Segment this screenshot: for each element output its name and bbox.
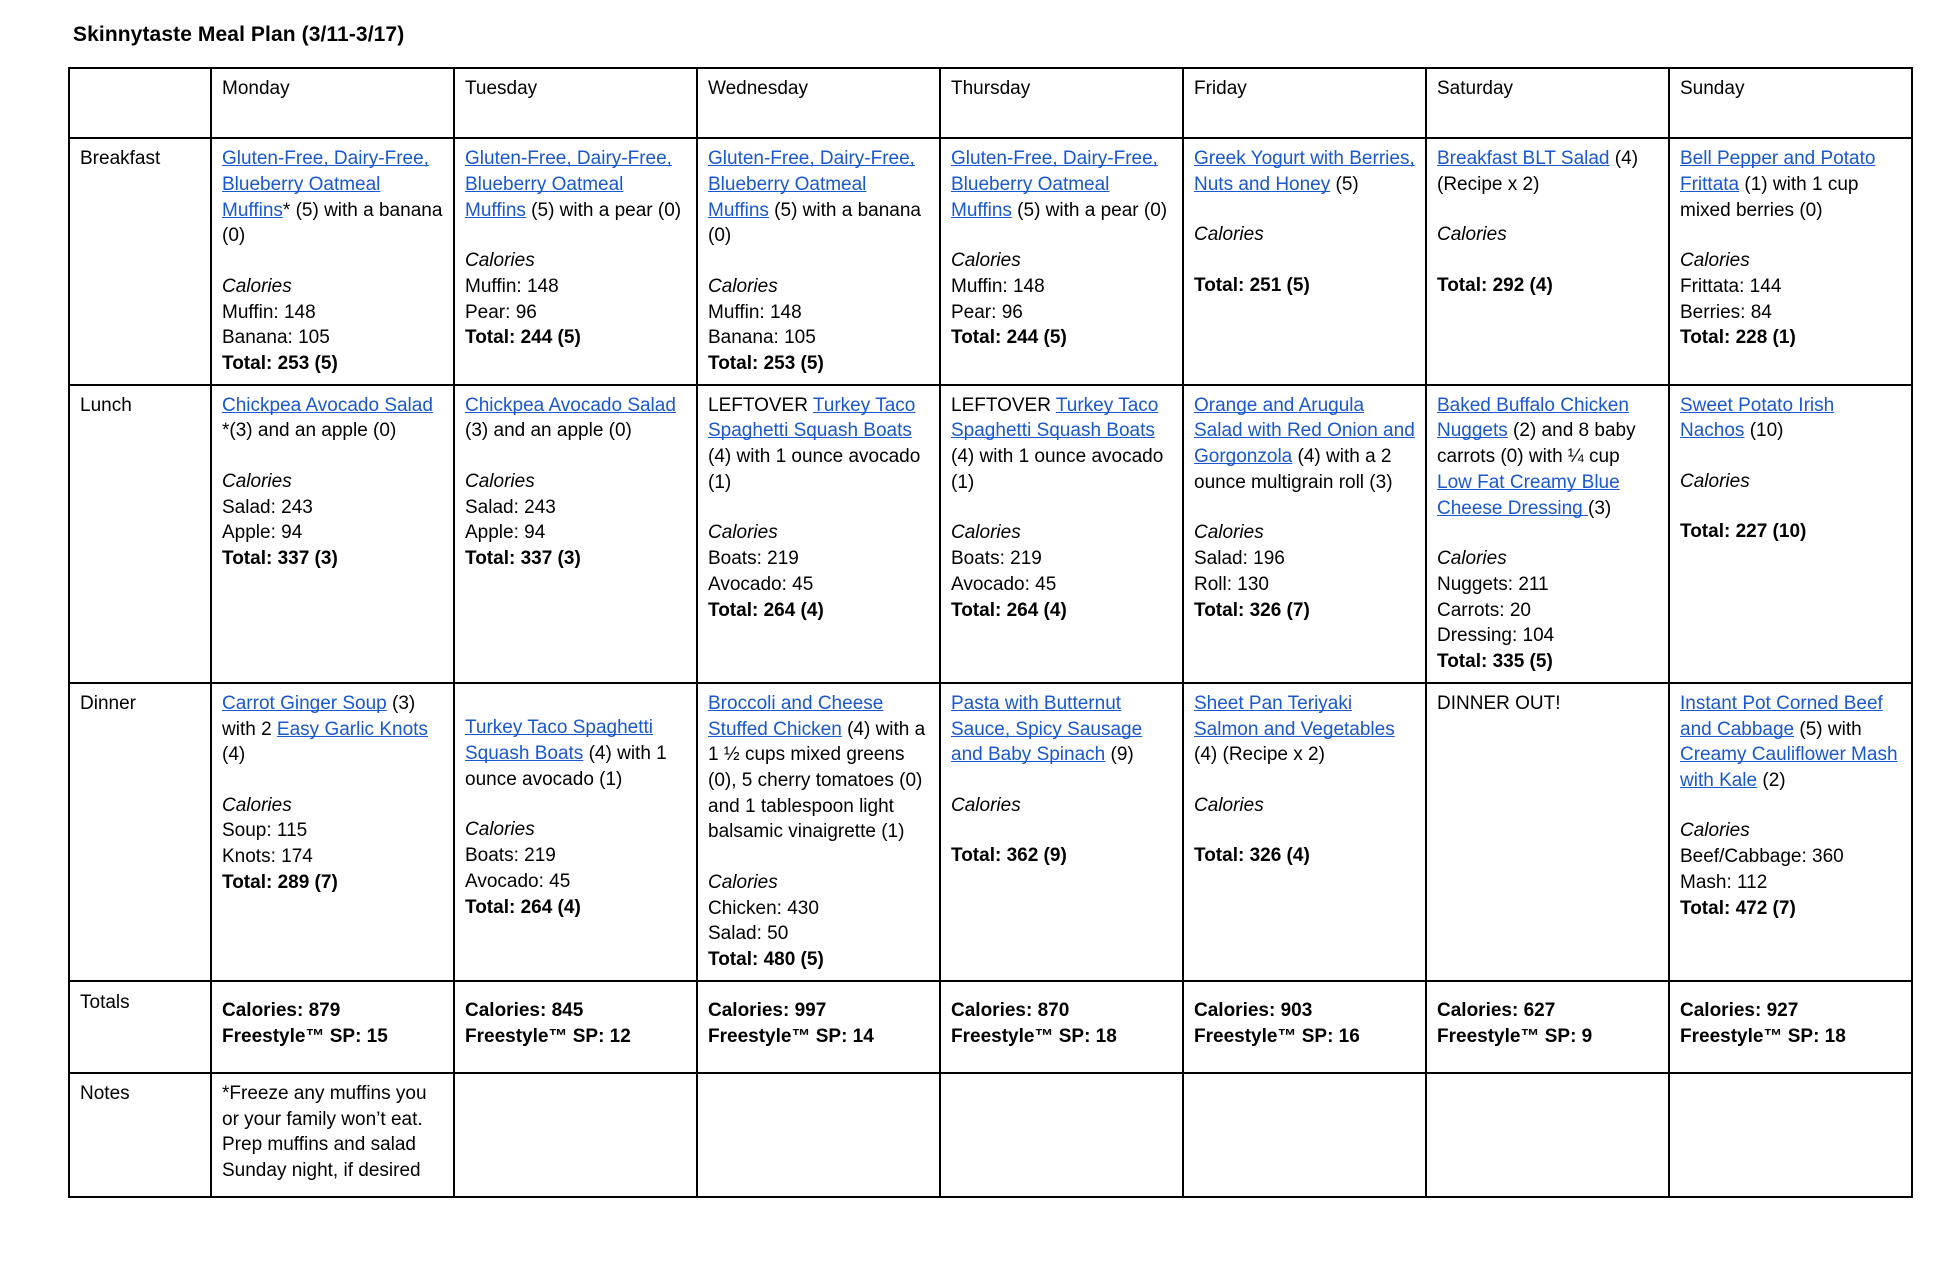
- cell-breakfast-saturday: [1426, 138, 1669, 385]
- meal-detail: (5) with a pear (0): [525, 199, 682, 221]
- cell-breakfast-tuesday: [454, 138, 697, 385]
- column-header-tuesday: Tuesday: [454, 68, 697, 138]
- calorie-total: Total: 228 (1): [1680, 327, 1796, 349]
- calorie-line: Muffin: 148: [465, 275, 559, 297]
- calorie-line: Salad: 243: [222, 496, 313, 518]
- column-header-saturday: Saturday: [1426, 68, 1669, 138]
- recipe-link[interactable]: Baked Buffalo Chicken Nuggets: [1437, 394, 1629, 442]
- meal-detail: (4) with a 2 ounce multigrain roll (3): [1194, 446, 1393, 493]
- page-title: Skinnytaste Meal Plan (3/11-3/17): [73, 23, 405, 46]
- totals-calories: Calories: 927: [1680, 999, 1799, 1021]
- recipe-link[interactable]: Sweet Potato Irish Nachos: [1680, 394, 1835, 442]
- spacer: [1680, 495, 1902, 520]
- spacer: [465, 691, 687, 716]
- calories-heading: Calories: [1680, 820, 1750, 842]
- meal-entry: [708, 146, 930, 377]
- meal-entry: [1194, 691, 1416, 869]
- meal-entry: [465, 691, 687, 921]
- cell-totals-wednesday: [697, 981, 940, 1073]
- recipe-link[interactable]: Sheet Pan Teriyaki Salmon and Vegetables: [1194, 692, 1395, 740]
- recipe-link[interactable]: Pasta with Butternut Sauce, Spicy Sausage and Baby Spinach: [951, 692, 1143, 766]
- calories-heading: Calories: [951, 794, 1021, 816]
- cell-lunch-sunday: [1669, 385, 1912, 683]
- meal-detail: (5) with a pear (0): [1011, 199, 1168, 221]
- cell-totals-friday: [1183, 981, 1426, 1073]
- calorie-line: Apple: 94: [222, 522, 303, 544]
- row-label-breakfast: Breakfast: [69, 138, 211, 385]
- cell-lunch-thursday: [940, 385, 1183, 683]
- meal-entry: [708, 393, 930, 624]
- calorie-line: Banana: 105: [222, 327, 330, 349]
- calories-heading: Calories: [1437, 224, 1507, 246]
- calories-heading: Calories: [1437, 548, 1507, 570]
- calories-heading: Calories: [1194, 794, 1264, 816]
- table-row-lunch: [69, 385, 1912, 683]
- calorie-line: Salad: 196: [1194, 548, 1285, 570]
- meal-detail: (4) with a 1 ½ cups mixed greens (0), 5 cherry tomatoes (0) and 1 tablespoon light balsamic vinaigrette (1): [708, 718, 926, 843]
- leftover-prefix: LEFTOVER: [708, 394, 813, 416]
- calories-heading: Calories: [1194, 224, 1264, 246]
- calorie-total: Total: 289 (7): [222, 871, 338, 893]
- meal-entry: [708, 691, 930, 973]
- recipe-link[interactable]: Broccoli and Cheese Stuffed Chicken: [708, 692, 884, 740]
- recipe-link[interactable]: Turkey Taco Spaghetti Squash Boats: [951, 394, 1159, 442]
- calorie-total: Total: 253 (5): [222, 353, 338, 375]
- recipe-link[interactable]: Instant Pot Corned Beef and Cabbage: [1680, 692, 1883, 740]
- meal-detail: (3) with 2: [222, 692, 416, 740]
- row-label-lunch: Lunch: [69, 385, 211, 683]
- column-header-monday: Monday: [211, 68, 454, 138]
- totals-calories: Calories: 870: [951, 999, 1070, 1021]
- table-row-dinner: [69, 683, 1912, 981]
- calorie-line: Knots: 174: [222, 846, 313, 868]
- spacer: [1437, 248, 1659, 273]
- calorie-line: Salad: 243: [465, 496, 556, 518]
- meal-entry: [1680, 146, 1902, 351]
- totals-calories: Calories: 997: [708, 999, 827, 1021]
- cell-totals-saturday: [1426, 981, 1669, 1073]
- calories-heading: Calories: [465, 470, 535, 492]
- calories-heading: Calories: [222, 275, 292, 297]
- totals-calories: Calories: 845: [465, 999, 584, 1021]
- cell-dinner-tuesday: [454, 683, 697, 981]
- calorie-total: Total: 337 (3): [465, 548, 581, 570]
- table-row-notes: [69, 1073, 1912, 1197]
- row-label-totals: Totals: [69, 981, 211, 1073]
- recipe-link[interactable]: Breakfast BLT Salad: [1437, 148, 1610, 170]
- calorie-line: Salad: 50: [708, 923, 789, 945]
- calorie-line: Boats: 219: [951, 548, 1042, 570]
- meal-entry: [951, 393, 1173, 624]
- calorie-line: Muffin: 148: [222, 301, 316, 323]
- totals-calories: Calories: 903: [1194, 999, 1313, 1021]
- meal-entry: [1194, 146, 1416, 298]
- calorie-total: Total: 337 (3): [222, 548, 338, 570]
- header-corner-cell: [69, 68, 211, 138]
- cell-lunch-wednesday: [697, 385, 940, 683]
- cell-notes-monday: [211, 1073, 454, 1197]
- cell-breakfast-sunday: [1669, 138, 1912, 385]
- cell-dinner-monday: [211, 683, 454, 981]
- calorie-total: Total: 253 (5): [708, 353, 824, 375]
- meal-detail: (4) (Recipe x 2): [1437, 148, 1639, 195]
- cell-lunch-monday: [211, 385, 454, 683]
- totals-smartpoints: Freestyle™ SP: 16: [1194, 1025, 1360, 1047]
- calorie-line: Apple: 94: [465, 522, 546, 544]
- totals-smartpoints: Freestyle™ SP: 12: [465, 1025, 631, 1047]
- meal-entry: [465, 146, 687, 351]
- meal-detail-suffix: (3): [1588, 497, 1612, 519]
- calories-heading: Calories: [951, 250, 1021, 272]
- cell-breakfast-thursday: [940, 138, 1183, 385]
- calorie-total: Total: 244 (5): [465, 327, 581, 349]
- cell-totals-tuesday: [454, 981, 697, 1073]
- row-label-dinner: Dinner: [69, 683, 211, 981]
- calorie-total: Total: 227 (10): [1680, 521, 1807, 543]
- recipe-link[interactable]: Carrot Ginger Soup: [222, 692, 387, 714]
- meal-detail: * (5) with a banana (0): [222, 199, 443, 247]
- spacer: [951, 818, 1173, 843]
- cell-lunch-friday: [1183, 385, 1426, 683]
- calorie-total: Total: 480 (5): [708, 949, 824, 971]
- calorie-line: Pear: 96: [951, 301, 1023, 323]
- meal-entry: [1194, 393, 1416, 624]
- calories-heading: Calories: [465, 250, 535, 272]
- dinner-out-label: DINNER OUT!: [1437, 692, 1561, 714]
- calorie-line: Boats: 219: [465, 845, 556, 867]
- calorie-line: Carrots: 20: [1437, 599, 1531, 621]
- calorie-line: Pear: 96: [465, 301, 537, 323]
- meal-detail: (2) and 8 baby carrots (0) with ¼ cup: [1437, 420, 1636, 468]
- row-label-notes: Notes: [69, 1073, 211, 1197]
- recipe-link-secondary[interactable]: Creamy Cauliflower Mash with Kale: [1680, 744, 1898, 791]
- column-header-sunday: Sunday: [1669, 68, 1912, 138]
- calorie-line: Soup: 115: [222, 820, 308, 842]
- meal-detail: *(3) and an apple (0): [222, 420, 397, 442]
- calories-heading: Calories: [1680, 470, 1750, 492]
- note-text: *Freeze any muffins you or your family won’t eat. Prep muffins and salad Sunday night, if desired: [222, 1082, 427, 1182]
- calorie-total: Total: 251 (5): [1194, 274, 1310, 296]
- calorie-total: Total: 326 (4): [1194, 845, 1310, 867]
- meal-detail: (4) with 1 ounce avocado (1): [951, 446, 1164, 493]
- table-header-row: [69, 68, 1912, 138]
- recipe-link[interactable]: Gluten-Free, Dairy-Free, Blueberry Oatmeal Muffins: [951, 148, 1158, 221]
- meal-detail: (10): [1744, 420, 1784, 442]
- calorie-total: Total: 362 (9): [951, 845, 1067, 867]
- totals-smartpoints: Freestyle™ SP: 18: [1680, 1025, 1846, 1047]
- meal-detail: (5): [1330, 173, 1359, 195]
- meal-detail: (5) with a banana (0): [708, 199, 921, 247]
- calorie-total: Total: 292 (4): [1437, 274, 1553, 296]
- calorie-line: Nuggets: 211: [1437, 573, 1549, 595]
- totals-smartpoints: Freestyle™ SP: 14: [708, 1025, 874, 1047]
- calorie-line: Beef/Cabbage: 360: [1680, 846, 1844, 868]
- cell-lunch-tuesday: [454, 385, 697, 683]
- recipe-link[interactable]: Gluten-Free, Dairy-Free, Blueberry Oatmeal Muffins: [708, 148, 915, 221]
- meal-entry: [1680, 691, 1902, 922]
- calorie-line: Avocado: 45: [708, 573, 814, 595]
- column-header-wednesday: Wednesday: [697, 68, 940, 138]
- totals-calories: Calories: 627: [1437, 999, 1556, 1021]
- calorie-total: Total: 326 (7): [1194, 599, 1310, 621]
- calorie-line: Avocado: 45: [951, 573, 1057, 595]
- meal-detail: (4) with 1 ounce avocado (1): [465, 743, 667, 790]
- calories-heading: Calories: [708, 522, 778, 544]
- recipe-link[interactable]: Orange and Arugula Salad with Red Onion and Gorgonzola: [1194, 394, 1415, 468]
- cell-notes-thursday: [940, 1073, 1183, 1197]
- table-row-breakfast: [69, 138, 1912, 385]
- meal-detail: (9): [1105, 744, 1134, 766]
- meal-entry: [1437, 393, 1659, 675]
- meal-entry: [222, 691, 444, 896]
- calorie-total: Total: 264 (4): [465, 896, 581, 918]
- meal-entry: [222, 393, 444, 572]
- cell-dinner-sunday: [1669, 683, 1912, 981]
- totals-smartpoints: Freestyle™ SP: 15: [222, 1025, 388, 1047]
- cell-breakfast-friday: [1183, 138, 1426, 385]
- cell-dinner-friday: [1183, 683, 1426, 981]
- calories-heading: Calories: [1194, 522, 1264, 544]
- calories-heading: Calories: [465, 819, 535, 841]
- totals-smartpoints: Freestyle™ SP: 9: [1437, 1025, 1593, 1047]
- cell-breakfast-wednesday: [697, 138, 940, 385]
- spacer: [1194, 818, 1416, 843]
- calorie-line: Frittata: 144: [1680, 275, 1782, 297]
- meal-detail: (1) with 1 cup mixed berries (0): [1680, 173, 1859, 221]
- meal-entry: [465, 393, 687, 572]
- calorie-line: Muffin: 148: [951, 275, 1045, 297]
- meal-detail: (4) with 1 ounce avocado (1): [708, 446, 921, 493]
- meal-detail: (5) with: [1794, 718, 1862, 740]
- recipe-link[interactable]: Bell Pepper and Potato Frittata: [1680, 148, 1876, 195]
- cell-notes-saturday: [1426, 1073, 1669, 1197]
- calories-heading: Calories: [1680, 250, 1750, 272]
- calorie-line: Mash: 112: [1680, 871, 1768, 893]
- cell-breakfast-monday: [211, 138, 454, 385]
- spacer: [1194, 248, 1416, 273]
- totals-calories: Calories: 879: [222, 999, 341, 1021]
- meal-entry: [222, 146, 444, 377]
- recipe-link[interactable]: Greek Yogurt with Berries, Nuts and Honey: [1194, 148, 1415, 195]
- recipe-link-secondary[interactable]: Low Fat Creamy Blue Cheese Dressing: [1437, 471, 1620, 519]
- recipe-link[interactable]: Gluten-Free, Dairy-Free, Blueberry Oatmeal Muffins: [465, 148, 672, 221]
- calorie-total: Total: 335 (5): [1437, 651, 1553, 673]
- cell-dinner-wednesday: [697, 683, 940, 981]
- recipe-link[interactable]: Gluten-Free, Dairy-Free, Blueberry Oatmeal Muffins: [222, 148, 429, 221]
- cell-dinner-thursday: [940, 683, 1183, 981]
- calorie-line: Banana: 105: [708, 327, 816, 349]
- totals-smartpoints: Freestyle™ SP: 18: [951, 1025, 1117, 1047]
- meal-detail-suffix: (2): [1757, 769, 1786, 791]
- calories-heading: Calories: [708, 871, 778, 893]
- recipe-link[interactable]: Chickpea Avocado Salad: [222, 394, 433, 416]
- calorie-line: Avocado: 45: [465, 870, 571, 892]
- calorie-total: Total: 264 (4): [951, 599, 1067, 621]
- calorie-line: Chicken: 430: [708, 897, 819, 919]
- calorie-line: Dressing: 104: [1437, 625, 1555, 647]
- column-header-thursday: Thursday: [940, 68, 1183, 138]
- meal-detail: (3) and an apple (0): [465, 420, 632, 442]
- recipe-link[interactable]: Turkey Taco Spaghetti Squash Boats: [708, 394, 916, 442]
- meal-entry: [951, 691, 1173, 869]
- cell-notes-tuesday: [454, 1073, 697, 1197]
- table-row-totals: [69, 981, 1912, 1073]
- calories-heading: Calories: [222, 470, 292, 492]
- cell-notes-wednesday: [697, 1073, 940, 1197]
- meal-detail: (4) (Recipe x 2): [1194, 744, 1325, 766]
- cell-notes-sunday: [1669, 1073, 1912, 1197]
- calorie-line: Muffin: 148: [708, 301, 802, 323]
- cell-totals-thursday: [940, 981, 1183, 1073]
- calories-heading: Calories: [708, 275, 778, 297]
- meal-entry: [951, 146, 1173, 351]
- calorie-total: Total: 264 (4): [708, 599, 824, 621]
- cell-totals-monday: [211, 981, 454, 1073]
- cell-lunch-saturday: [1426, 385, 1669, 683]
- calorie-line: Boats: 219: [708, 548, 799, 570]
- leftover-prefix: LEFTOVER: [951, 394, 1056, 416]
- column-header-friday: Friday: [1183, 68, 1426, 138]
- meal-plan-table: [68, 67, 1913, 1198]
- cell-dinner-saturday: [1426, 683, 1669, 981]
- cell-totals-sunday: [1669, 981, 1912, 1073]
- recipe-link-secondary[interactable]: Easy Garlic Knots: [276, 718, 428, 740]
- meal-entry: [1437, 146, 1659, 298]
- calorie-line: Roll: 130: [1194, 573, 1269, 595]
- recipe-link[interactable]: Chickpea Avocado Salad: [465, 394, 676, 416]
- calories-heading: Calories: [951, 522, 1021, 544]
- calorie-line: Berries: 84: [1680, 301, 1772, 323]
- meal-entry: [1680, 393, 1902, 545]
- calories-heading: Calories: [222, 794, 292, 816]
- calorie-total: Total: 472 (7): [1680, 897, 1796, 919]
- meal-detail-suffix: (4): [222, 744, 246, 766]
- calorie-total: Total: 244 (5): [951, 327, 1067, 349]
- recipe-link[interactable]: Turkey Taco Spaghetti Squash Boats: [465, 717, 653, 765]
- cell-notes-friday: [1183, 1073, 1426, 1197]
